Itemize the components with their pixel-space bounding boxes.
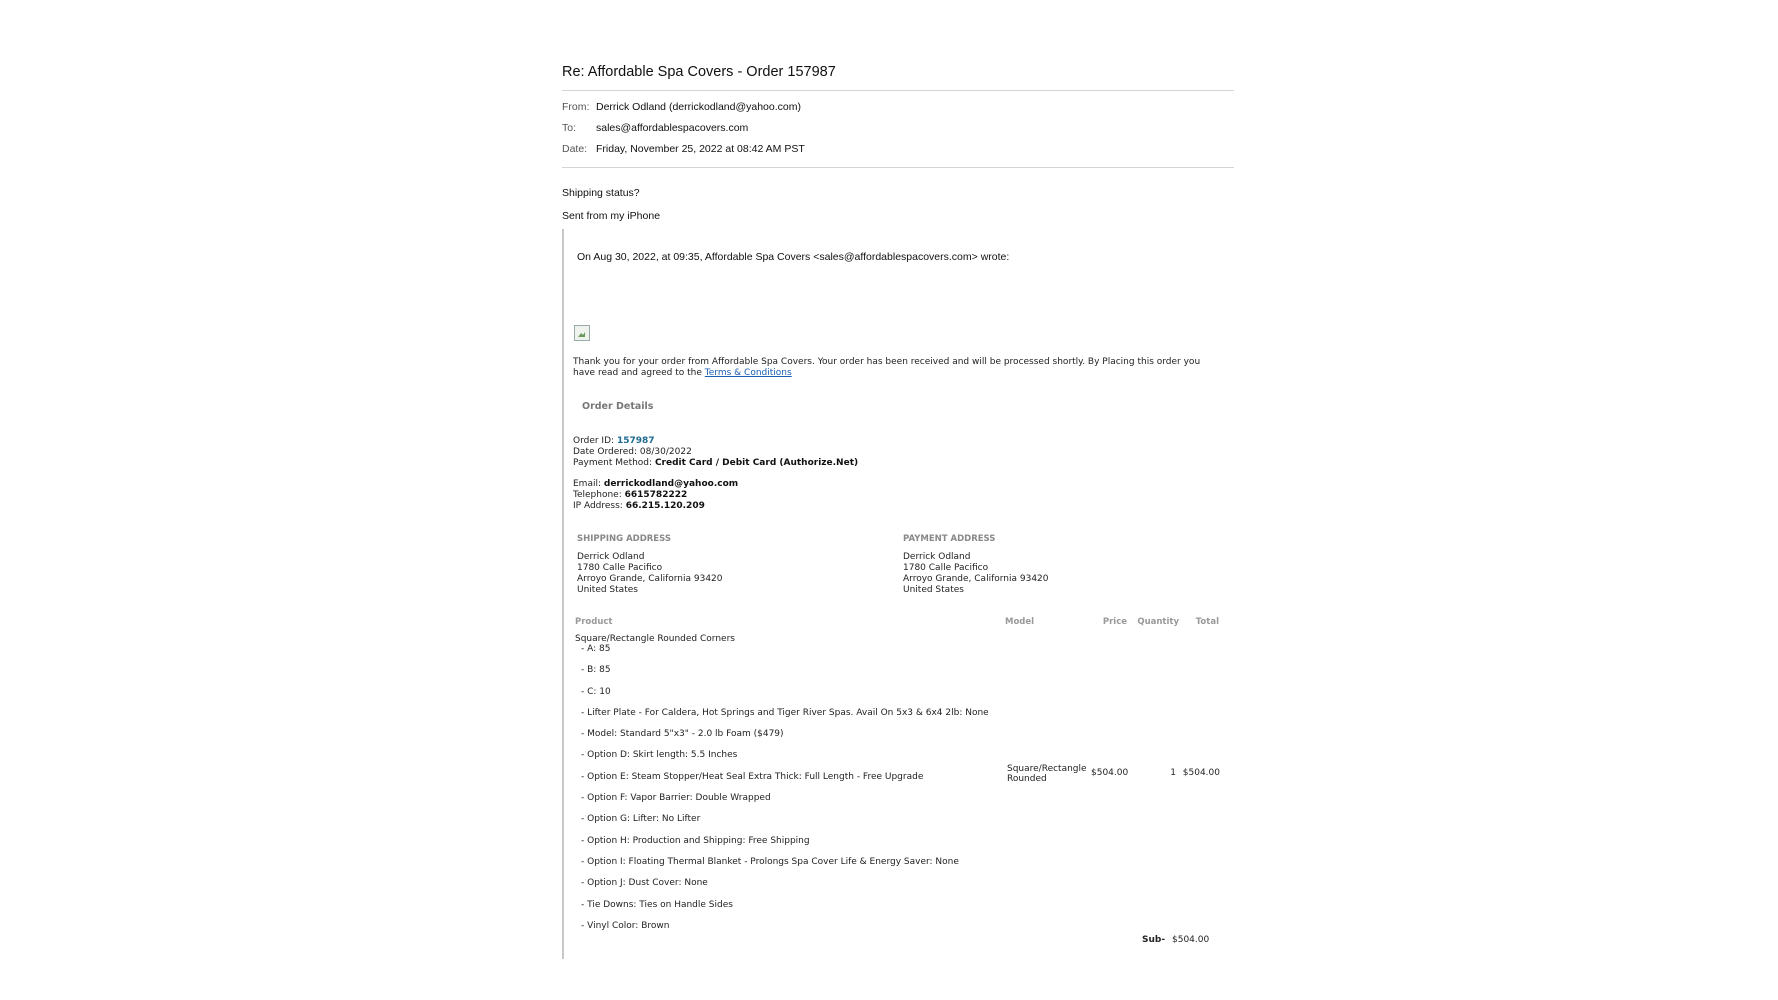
subtotal-row [1142, 935, 1209, 945]
thank-you-text: Thank you for your order from Affordable Spa Covers. Your order has been received and will be processed shortly. By Placing this order you have read and agreed to the Terms & Conditions [573, 357, 1201, 378]
product-option: - Option H: Production and Shipping: Free Shipping [581, 835, 810, 846]
from-value: Derrick Odland (derrickodland@yahoo.com) [596, 101, 801, 113]
divider [562, 167, 1234, 168]
quoted-message [562, 229, 1234, 959]
payment-address: PAYMENT ADDRESS Derrick Odland 1780 Calle Pacifico Arroyo Grande, California 93420 United States [903, 534, 1049, 595]
ip-address: 66.215.120.209 [625, 501, 705, 511]
customer-telephone: 6615782222 [624, 490, 688, 500]
product-option: - Vinyl Color: Brown [581, 920, 670, 931]
payment-method: Credit Card / Debit Card (Authorize.Net) [654, 458, 859, 468]
to-label: To: [562, 122, 577, 134]
email-document [562, 58, 1234, 959]
product-option: - B: 85 [581, 665, 611, 676]
product-option: - Option I: Floating Thermal Blanket - Prolongs Spa Cover Life & Energy Saver: None [581, 856, 959, 867]
subtotal-label: Sub- [1142, 935, 1166, 945]
product-option: - A: 85 [581, 644, 611, 654]
quote-header: On Aug 30, 2022, at 09:35, Affordable Spa Covers <sales@affordablespacovers.com> wrote: [577, 251, 1010, 263]
product-option: - Tie Downs: Ties on Handle Sides [581, 899, 733, 910]
product-option: - Option D: Skirt length: 5.5 Inches [581, 750, 738, 761]
terms-link[interactable]: Terms & Conditions [704, 368, 792, 378]
product-model: Square/Rectangle Rounded [1007, 764, 1087, 784]
subtotal-value: $504.00 [1172, 935, 1210, 945]
email-subject: Re: Affordable Spa Covers - Order 157987 [562, 64, 836, 80]
product-row [573, 634, 1234, 942]
order-info: Order ID: 157987 Date Ordered: 08/30/2022 Payment Method: Credit Card / Debit Card (Authorize.Net) Email: derrickodland@yahoo.com Telephone: 6615782222 IP Address: 66.215.120.209 [573, 436, 859, 511]
from-label: From: [562, 101, 590, 113]
product-price: $504.00 [1091, 768, 1129, 778]
product-name: Square/Rectangle Rounded Corners [575, 634, 735, 644]
product-option: - Option G: Lifter: No Lifter [581, 814, 701, 825]
order-id: 157987 [616, 436, 655, 446]
product-option: - Option F: Vapor Barrier: Double Wrapped [581, 793, 771, 804]
product-option: - C: 10 [581, 686, 611, 697]
signature: Sent from my iPhone [562, 210, 661, 222]
date-value: Friday, November 25, 2022 at 08:42 AM PST [596, 143, 805, 155]
product-option: - Option E: Steam Stopper/Heat Seal Extra Thick: Full Length - Free Upgrade [581, 771, 924, 782]
product-table-header: Product Model Price Quantity Total [575, 617, 1219, 627]
shipping-address: SHIPPING ADDRESS Derrick Odland 1780 Calle Pacifico Arroyo Grande, California 93420 United States [577, 534, 723, 595]
date-ordered: 08/30/2022 [639, 447, 692, 457]
product-option: - Model: Standard 5"x3" - 2.0 lb Foam ($479) [581, 729, 784, 740]
to-value: sales@affordablespacovers.com [596, 122, 749, 134]
product-option: - Lifter Plate - For Caldera, Hot Springs and Tiger River Spas. Avail On 5x3 & 6x4 2lb: None [581, 707, 989, 718]
body-line: Shipping status? [562, 187, 640, 199]
email-headers [562, 91, 1234, 167]
product-quantity: 1 [1170, 768, 1176, 778]
order-details-title: Order Details [582, 401, 654, 412]
date-label: Date: [562, 143, 588, 155]
broken-image-icon [574, 325, 590, 341]
product-row-values [1007, 764, 1220, 784]
addresses [573, 534, 1234, 596]
product-option: - Option J: Dust Cover: None [581, 878, 708, 889]
customer-email: derrickodland@yahoo.com [603, 479, 739, 489]
email-body [562, 187, 1234, 222]
product-options [573, 644, 1234, 942]
product-total: $504.00 [1182, 768, 1220, 778]
